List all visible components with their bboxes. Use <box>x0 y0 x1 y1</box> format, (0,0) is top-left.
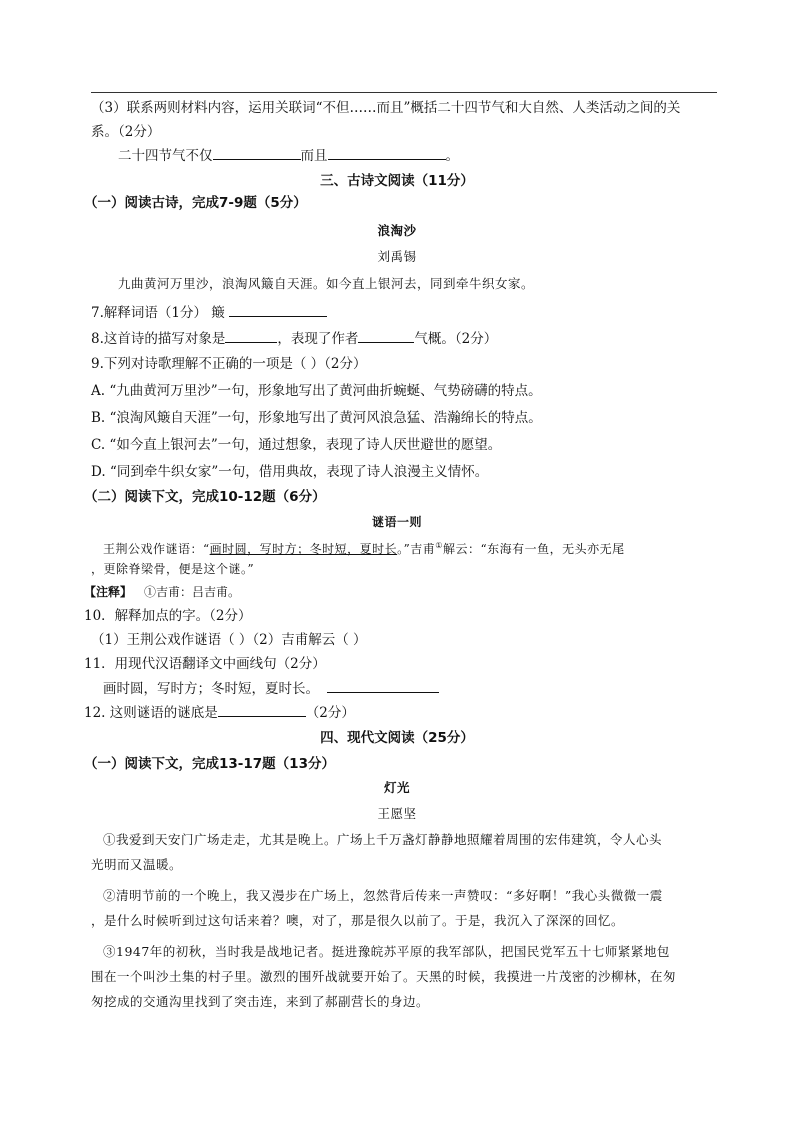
q8-line <box>91 329 497 348</box>
part-heading: （二）阅读下文，完成10-12题（6分） <box>84 489 326 505</box>
riddle-text-b: 。”吉甫 <box>397 542 436 556</box>
note-line <box>84 583 240 601</box>
q8-text-c: 气概。（2分） <box>414 331 498 347</box>
q8-text-a: 8.这首诗的描写对象是 <box>91 331 226 347</box>
article-title: 灯光 <box>383 780 410 795</box>
answer-blank[interactable] <box>225 329 277 343</box>
riddle-underlined-sentence: 画时圆，写时方；冬时短，夏时长 <box>209 542 398 556</box>
riddle-line1 <box>103 537 625 558</box>
q11-line <box>103 679 439 698</box>
section-title: 四、现代文阅读（25分） <box>320 730 474 746</box>
section-title: 三、古诗文阅读（11分） <box>320 173 474 189</box>
answer-blank[interactable] <box>358 329 414 343</box>
q12-text-a: 12. 这则谜语的谜底是 <box>84 705 218 721</box>
option-d: D. “同到牵牛织女家”一句，借用典故，表现了诗人浪漫主义情怀。 <box>91 464 489 480</box>
answer-blank[interactable] <box>213 146 301 160</box>
footnote-mark: ① <box>435 541 443 550</box>
answer-blank[interactable] <box>229 303 327 317</box>
top-divider <box>91 92 717 93</box>
q12-line <box>84 703 355 722</box>
q3-line2: 系。（2分） <box>91 124 161 140</box>
paragraph-line: ①我爱到天安门广场走走，尤其是晚上。广场上千万盏灯静静地照耀着周围的宏伟建筑，令人心头 <box>103 832 663 847</box>
q3-answer-prefix: 二十四节气不仅 <box>118 148 213 164</box>
q7-line <box>91 303 327 322</box>
option-c: C. “如今直上银河去”一句，通过想象，表现了诗人厌世避世的愿望。 <box>91 437 502 453</box>
q9-question: 9.下列对诗歌理解不正确的一项是（ ）（2分） <box>91 356 367 372</box>
q11-sentence: 画时圆，写时方；冬时短，夏时长。 <box>103 681 319 697</box>
poem-text: 九曲黄河万里沙，浪淘风簸自天涯。如今直上银河去，同到牵牛织女家。 <box>118 276 535 291</box>
q10-items: （1）王荆公戏作谜语（ ）（2）吉甫解云（ ） <box>91 632 367 648</box>
part-heading: （一）阅读古诗，完成7-9题（5分） <box>84 195 307 211</box>
riddle-title: 谜语一则 <box>371 515 422 529</box>
paragraph-line: 光明而又温暖。 <box>91 857 183 872</box>
riddle-text-c: 解云：“东海有一鱼，无头亦无尾 <box>442 542 625 556</box>
q12-text-b: （2分） <box>305 705 355 721</box>
paragraph-line: ，是什么时候听到过这句话来着？噢，对了，那是很久以前了。于是，我沉入了深深的回忆。 <box>91 913 625 928</box>
poem-title: 浪淘沙 <box>377 223 417 238</box>
paragraph-line: 匆挖成的交通沟里找到了突击连，来到了郝副营长的身边。 <box>91 994 430 1009</box>
q8-text-b: ，表现了作者 <box>277 331 359 347</box>
q3-line1: （3）联系两则材料内容，运用关联词“不但……而且”概括二十四节气和大自然、人类活动之间的关 <box>91 100 681 116</box>
riddle-text-a: 王荆公戏作谜语：“ <box>103 542 210 556</box>
paragraph-line: ③1947年的初秋，当时我是战地记者。挺进豫皖苏平原的我军部队，把国民党军五十七师紧紧地包 <box>103 944 670 959</box>
part-heading: （一）阅读下文，完成13-17题（13分） <box>84 756 335 772</box>
q3-answer-line <box>118 146 459 165</box>
option-b: B. “浪淘风簸自天涯”一句，形象地写出了黄河风浪急猛、浩瀚绵长的特点。 <box>91 410 542 426</box>
paragraph-line: 围在一个叫沙土集的村子里。激烈的围歼战就要开始了。天黑的时候，我摸进一片茂密的沙柳林，在匆 <box>91 969 677 984</box>
poem-author: 刘禹锡 <box>377 249 417 264</box>
note-text: ①吉甫：吕吉甫。 <box>144 585 241 599</box>
q7-text: 7.解释词语（1分） 簸 <box>91 305 225 321</box>
q10-question: 10．解释加点的字。（2分） <box>84 608 252 624</box>
q3-answer-mid: 而且 <box>300 148 328 164</box>
note-label: 【注释】 <box>84 585 133 599</box>
answer-blank[interactable] <box>327 679 439 693</box>
answer-blank[interactable] <box>218 703 306 717</box>
riddle-line2: ，更除脊梁骨，便是这个谜。” <box>91 562 255 576</box>
q11-question: 11．用现代汉语翻译文中画线句（2分） <box>84 656 326 672</box>
answer-blank[interactable] <box>328 146 446 160</box>
paragraph-line: ②清明节前的一个晚上，我又漫步在广场上，忽然背后传来一声赞叹：“多好啊！”我心头微微一震 <box>103 888 663 903</box>
q3-answer-end: 。 <box>445 148 459 164</box>
option-a: A. “九曲黄河万里沙”一句，形象地写出了黄河曲折蜿蜒、气势磅礴的特点。 <box>91 383 542 399</box>
article-author: 王愿坚 <box>377 806 417 821</box>
